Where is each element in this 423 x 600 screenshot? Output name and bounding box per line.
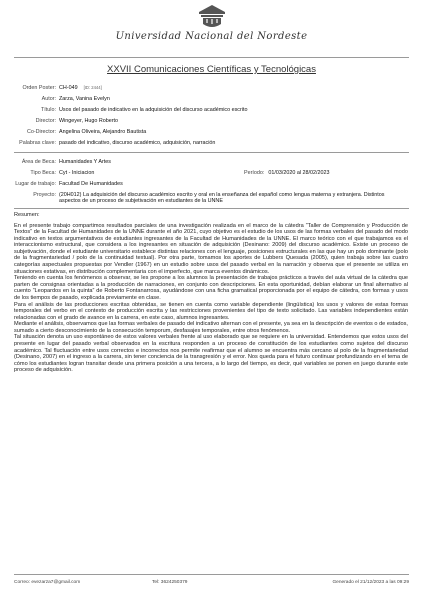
proyecto-label: Proyecto:: [33, 192, 56, 198]
proyecto-value: (20H012) La adquisición del discurso académico escrito y oral en la enseñanza del español como lengua materna y extranjera. Distintos aspectos de un proceso de subjetivación en estudiantes de la UNNE: [59, 192, 385, 205]
resumen-paragraph: Para el análisis de las producciones escritas obtenidas, se tienen en cuenta como variable dependiente (lingüística) los usos y valores de estas formas temporales del verbo en el contexto de producción escrita y las restricciones provenientes del tipo de texto solicitado. Las variables independientes están relacionadas con el grado de avance en la carrera, en este caso, alumnos ingresantes.: [14, 301, 408, 321]
lugar-trabajo-value: Facultad De Humanidades: [59, 181, 123, 187]
resumen-divider: [14, 208, 409, 209]
proyecto-row: [0, 192, 423, 206]
footer-generated: Generado el 21/12/2023 a las 09:29: [332, 580, 409, 585]
periodo: [244, 170, 330, 176]
palabras-clave-label: Palabras clave:: [19, 140, 56, 146]
orden-poster-code: CH-049: [59, 85, 78, 91]
co-director-row: [0, 129, 423, 139]
area-beca-row: [0, 159, 423, 169]
titulo-label: Título:: [41, 107, 56, 113]
periodo-label: Período:: [244, 170, 265, 176]
director-row: [0, 118, 423, 128]
resumen-paragraph: Tal situación denota un uso espontáneo de estos valores verbales frente al uso elaborado que se requiere en la universidad. Entendemos que estos usos del presente en lugar del pasado verbal observados en la escritura responden a un proceso de constitución de los estudiantes como sujetos del discurso académico. Tal fluctuación entre usos correctos e incorrectos nos permite reafirmar que el alumno se encuentra más cercano al polo de la fragmentariedad (Desinano, 2007) en el ingreso a la carrera, sin tener conciencia de la transgresión y el error. Nos queda para el futuro continuar profundizando en el tema de cómo los estudiantes logran transitar desde una primera posición a una tercera, a lo largo del tiempo, es decir, qué variables se ponen en juego durante este proceso de adquisición.: [14, 334, 408, 374]
tipo-beca-label: Tipo Beca:: [30, 170, 56, 176]
footer-phone: Tel: 3624250379: [152, 580, 188, 585]
header-divider: [14, 57, 409, 58]
co-director-label: Co-Director:: [26, 129, 56, 135]
university-name: Universidad Nacional del Nordeste: [115, 31, 308, 42]
director-label: Director:: [35, 118, 56, 124]
poster-id: [ID: 2444]: [83, 85, 102, 90]
area-beca-value: Humanidades Y Artes: [59, 159, 111, 165]
orden-poster-value: [59, 85, 102, 91]
orden-poster-row: [0, 85, 423, 95]
palabras-clave-row: [0, 140, 423, 150]
resumen-paragraph: Teniendo en cuenta los fenómenos a observar, se les propone a los alumnos la presentación de trabajos prácticos a través del aula virtual de la cátedra que parten de consignas orientadas a la producción de narraciones, en conjunto con descripciones. En esta oportunidad, debían elaborar un final alternativo al cuento “Leopardos en la quinta” de Roberto Fontanarrosa, ayudándose con una ficha gramatical proporcionada por el equipo de cátedra, con formas y usos de los tiempos de pasado, explicada previamente en clase.: [14, 275, 408, 301]
resumen-paragraph: En el presente trabajo compartimos resultados parciales de una investigación realizada en el marco de la cátedra “Taller de Comprensión y Producción de Textos” de la Facultad de Humanidades de la UNNE durante el año 2021, cuyo objetivo es el estudio de los usos de las formas verbales del pasado del modo indicativo en textos argumentativos de estudiantes ingresantes de la Facultad de Humanidades de la UNNE. El marco teórico con el que trabajamos es el interaccionismo estructural, que considera a los ingresantes en situación de adquisición (Desinano: 2009) del discurso académico. Existe un proceso de subjetivación, donde el estudiante universitario establece distintas relaciones con el lenguaje, posiciones estructurales en las que hay un polo dominante (polo de la fragmentariedad / polo de la continuidad textual). Por otra parte, tomamos los aportes de Lubbers Quesada (2005), quien trabaja sobre las cuatro categorías aspectuales propuestas por Vendler (1967) en un estudio sobre usos del pasado verbal en la narración y observa que el presente se utiliza en situaciones estativas, en distribución complementaria con el imperfecto, que marca eventos dinámicos.: [14, 222, 408, 275]
co-director-value: Angelina Oliveira, Alejandro Bautista: [59, 129, 147, 135]
header: [0, 4, 423, 42]
resumen-heading: Resumen:: [14, 212, 40, 218]
titulo-value: Usos del pasado de indicativo en la adquisición del discurso académico escrito: [59, 107, 248, 113]
autor-label: Autor:: [41, 96, 56, 102]
periodo-value: 01/03/2020 al 28/02/2023: [268, 170, 330, 176]
orden-poster-label: Orden Poster:: [22, 85, 56, 91]
lugar-trabajo-label: Lugar de trabajo:: [15, 181, 56, 187]
palabras-clave-value: pasado del indicativo, discurso académico, adquisición, narración: [59, 140, 216, 146]
titulo-row: [0, 107, 423, 117]
area-beca-label: Área de Beca:: [21, 159, 56, 165]
autor-row: [0, 96, 423, 106]
tipo-beca-row: [0, 170, 423, 180]
director-value: Wingeyer, Hugo Roberto: [59, 118, 119, 124]
lugar-trabajo-row: [0, 181, 423, 191]
unne-logo-icon: [197, 4, 227, 30]
resumen-section: [14, 212, 408, 374]
meta-divider: [14, 152, 409, 153]
event-title: XXVII Comunicaciones Científicas y Tecnológicas: [107, 64, 316, 75]
autor-value: Zarza, Vanina Evelyn: [59, 96, 110, 102]
footer-divider: [14, 574, 409, 575]
tipo-beca-value: Cyt - Iniciacion: [59, 170, 95, 176]
resumen-paragraph: Mediante el análisis, observamos que las formas verbales de pasado del indicativo alternan con el presente, ya sea en la descripción de eventos o de estados, sumado a cierto desconocimiento de la consecución temporum, desfasajes temporales, entre otros fenómenos.: [14, 321, 408, 334]
footer-email: Correo: evezarza7@gmail.com: [14, 580, 81, 585]
